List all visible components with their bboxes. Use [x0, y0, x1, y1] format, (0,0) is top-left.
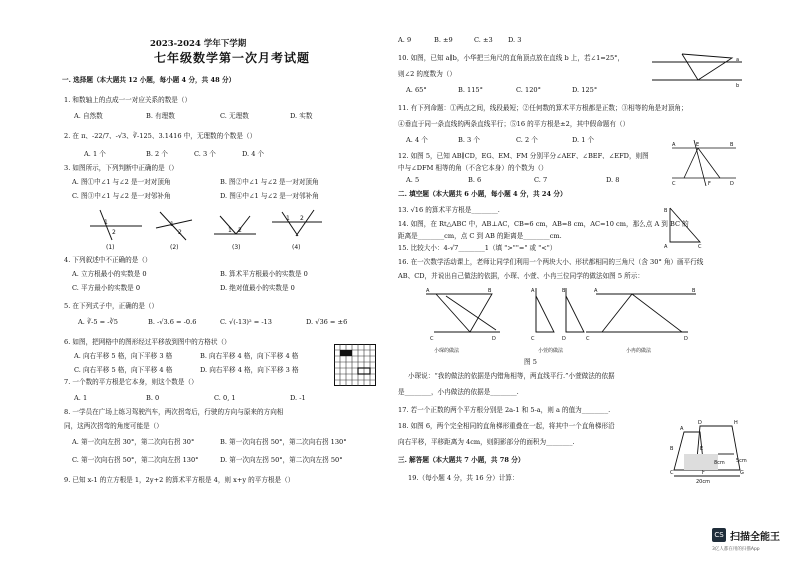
- svg-text:C: C: [430, 336, 434, 342]
- question-7: 7. 一个数的平方根是它本身，则这个数是（）: [64, 378, 198, 386]
- option-5b: B. -√3.6 = -0.6: [148, 318, 197, 326]
- option-4b: B. 算术平方根最小的实数是 0: [220, 270, 308, 278]
- question-3: 3. 如图所示，下列判断中正确的是（）: [64, 164, 178, 172]
- angle-figures: [86, 204, 326, 250]
- option-11b: B. 3 个: [458, 136, 480, 144]
- svg-text:E: E: [700, 446, 704, 452]
- question-10: 10. 如图，已知 a∥b，小华把三角尺的直角顶点放在直线 b 上，若∠1=25°，: [398, 54, 625, 62]
- section-heading-2: 二. 填空题（本大题共 6 小题，每小题 4 分，共 24 分）: [398, 190, 567, 198]
- question-16: 16. 在一次数学活动课上，老师让同学们利用一个两块大小、形状都相同的三角尺（含 30° 角）画平行线: [398, 258, 704, 266]
- svg-text:A: A: [672, 142, 676, 148]
- option-8a: A. 第一次向左拐 30°，第二次向右拐 30°: [72, 438, 195, 446]
- svg-text:C: C: [698, 244, 702, 250]
- section-heading: 一. 选择题（本大题共 12 小题，每小题 4 分，共 48 分）: [62, 76, 236, 84]
- section-heading-3: 三. 解答题（本大题共 7 小题，共 78 分）: [398, 456, 525, 464]
- svg-text:1: 1: [228, 227, 232, 234]
- left-column: [62, 0, 384, 561]
- option-5a: A. ∛-5 = -∛5: [78, 318, 118, 326]
- option-2a: A. 1 个: [84, 150, 106, 158]
- option-7d: D. -1: [290, 394, 306, 402]
- svg-text:20cm: 20cm: [696, 479, 710, 484]
- svg-text:8cm: 8cm: [714, 460, 725, 466]
- question-9: 9. 已知 x-1 的立方根是 1，2y+2 的算术平方根是 4，则 x+y 的平方根是（）: [64, 476, 295, 484]
- camscanner-tagline: 3亿人都在用的扫描App: [712, 547, 760, 552]
- question-12: 12. 如图 5，已知 AB∥CD，EG、EM、FM 分别平分∠AEF、∠BEF、∠EFD，则图: [398, 152, 649, 160]
- question-2: 2. 在 π、-22/7、-√3、∛-125、3.1416 中，无理数的个数是（）: [64, 132, 257, 140]
- option-10b: B. 115°: [458, 86, 483, 94]
- svg-text:F: F: [702, 470, 705, 476]
- svg-text:2: 2: [112, 229, 116, 236]
- parallel-lines-figure: [652, 52, 744, 92]
- svg-text:D: D: [562, 336, 566, 342]
- svg-text:C: C: [670, 470, 674, 476]
- option-1c: C. 无理数: [220, 112, 249, 120]
- option-9a: A. 9: [398, 36, 412, 44]
- svg-text:D: D: [698, 420, 702, 426]
- option-1a: A. 自然数: [74, 112, 103, 120]
- question-17: 17. 若一个正数的两个平方根分别是 2a-1 和 5-a，则 a 的值为________.: [398, 406, 611, 414]
- svg-text:C: C: [531, 336, 535, 342]
- option-1d: D. 实数: [290, 112, 313, 120]
- option-6a: A. 向右平移 5 格，向下平移 3 格: [74, 352, 173, 360]
- option-12a: A. 5: [406, 176, 420, 184]
- question-12-cont: 中与∠DFM 相等的角（不含它本身）的个数为（）: [398, 164, 548, 172]
- question-16-statement: 小琛说：“我的做法的依据是内错角相等，两直线平行.”小萱做法的依据: [408, 372, 615, 380]
- option-6c: C. 向右平移 5 格，向下平移 4 格: [74, 366, 173, 374]
- svg-text:A: A: [426, 288, 430, 294]
- question-14-cont: 距离是________cm，点 C 到 AB 的距离是________cm.: [398, 232, 562, 240]
- svg-text:2: 2: [238, 227, 242, 234]
- option-3c: C. 图③中∠1 与∠2 是一对邻补角: [72, 192, 171, 200]
- question-11: 11. 有下列命题：①两点之间，线段最短；②任何数的算术平方根都是正数；③相等的角是对顶角；: [398, 104, 688, 112]
- question-18: 18. 如图 6，两个完全相同的直角梯形重叠在一起，将其中一个直角梯形沿: [398, 422, 615, 430]
- svg-text:B: B: [664, 208, 668, 214]
- svg-text:1: 1: [286, 215, 290, 222]
- option-12d: D. 8: [606, 176, 620, 184]
- svg-text:E: E: [696, 142, 700, 148]
- option-7a: A. 1: [74, 394, 88, 402]
- svg-text:B: B: [562, 288, 566, 294]
- svg-text:H: H: [734, 420, 738, 426]
- option-12b: B. 6: [468, 176, 482, 184]
- question-13: 13. √16 的算术平方根是________.: [398, 206, 500, 214]
- question-5: 5. 在下列式子中，正确的是（）: [64, 302, 159, 310]
- svg-text:A: A: [594, 288, 598, 294]
- caption-xiaochen: 小琛的做法: [434, 348, 460, 354]
- svg-text:B: B: [730, 142, 734, 148]
- option-5d: D. √36 = ±6: [306, 318, 348, 326]
- option-3a: A. 图①中∠1 与∠2 是一对对顶角: [72, 178, 171, 186]
- figure-12: [672, 140, 738, 186]
- option-7b: B. 0: [146, 394, 160, 402]
- translation-grid: [334, 344, 376, 386]
- question-8-cont: 同，这两次拐弯的角度可能是（）: [64, 422, 163, 430]
- option-5c: C. √(-13)² = -13: [220, 318, 272, 326]
- question-10-cont: 则∠2 的度数为（）: [398, 70, 456, 78]
- option-10c: C. 120°: [516, 86, 541, 94]
- option-11d: D. 1 个: [572, 136, 595, 144]
- option-10d: D. 125°: [572, 86, 598, 94]
- option-8c: C. 第一次向右拐 50°，第二次向左拐 130°: [72, 456, 199, 464]
- question-4: 4. 下列叙述中不正确的是（）: [64, 256, 152, 264]
- option-4d: D. 绝对值最小的实数是 0: [220, 284, 295, 292]
- svg-text:F: F: [708, 181, 711, 186]
- svg-text:2: 2: [300, 215, 304, 222]
- option-2c: C. 3 个: [194, 150, 216, 158]
- camscanner-watermark: [712, 524, 790, 556]
- question-8: 8. 一学员在广场上练习驾驶汽车，两次拐弯后，行驶的方向与原来的方向相: [64, 408, 284, 416]
- option-2b: B. 2 个: [146, 150, 168, 158]
- figure-6: [670, 418, 750, 484]
- figure-label-3: (3): [232, 244, 241, 250]
- option-9c: C. ±3: [474, 36, 493, 44]
- option-9d: D. 3: [508, 36, 522, 44]
- svg-text:1: 1: [170, 221, 174, 228]
- svg-text:B: B: [692, 288, 696, 294]
- figure-label-4: (4): [292, 244, 301, 250]
- option-12c: C. 7: [534, 176, 548, 184]
- option-6b: B. 向右平移 4 格，向下平移 4 格: [200, 352, 299, 360]
- figure-label-2: (2): [170, 244, 179, 250]
- camscanner-name: 扫描全能王: [730, 532, 780, 543]
- question-18-cont: 向右平移，平移距离为 4cm，则阴影部分的面积为________.: [398, 438, 575, 446]
- svg-text:C: C: [672, 181, 676, 186]
- svg-text:B: B: [670, 446, 674, 452]
- page-title: 七年级数学第一次月考试题: [154, 51, 311, 65]
- svg-text:A: A: [531, 288, 535, 294]
- question-16-cont: AB、CD，并说出自己做法的依据，小琛、小萱、小冉三位同学的做法如图 5 所示：: [398, 272, 644, 280]
- option-4a: A. 立方根最小的实数是 0: [72, 270, 147, 278]
- svg-text:A: A: [680, 426, 684, 432]
- question-14: 14. 如图，在 Rt△ABC 中，AB⊥AC，CB=6 cm，AB=8 cm，AC=10 cm，那么点 A 到 BC 的: [398, 220, 689, 228]
- option-4c: C. 平方最小的实数是 0: [72, 284, 141, 292]
- question-15: 15. 比较大小：4-√7________1（填 ">""=" 或 "<"）: [398, 244, 557, 252]
- caption-xiaoran: 小冉的做法: [626, 348, 652, 354]
- svg-text:D: D: [684, 336, 688, 342]
- option-3d: D. 图④中∠1 与∠2 是一对邻补角: [220, 192, 319, 200]
- school-year: 2023-2024 学年下学期: [150, 39, 247, 49]
- figure-5: [426, 286, 726, 358]
- option-9b: B. ±9: [434, 36, 453, 44]
- question-16-blanks: 是________，小冉做法的依据是________.: [398, 388, 519, 396]
- svg-text:C: C: [586, 336, 590, 342]
- option-3b: B. 图②中∠1 与∠2 是一对对顶角: [220, 178, 319, 186]
- svg-text:B: B: [488, 288, 492, 294]
- question-19: 19.（每小题 4 分，共 16 分）计算：: [408, 474, 519, 482]
- option-8d: D. 第一次向左拐 50°，第二次向左拐 50°: [220, 456, 343, 464]
- svg-text:1: 1: [104, 219, 108, 226]
- option-11c: C. 2 个: [516, 136, 538, 144]
- caption-xiaoxuan: 小萱的做法: [538, 348, 564, 354]
- right-triangle-figure: [664, 206, 704, 250]
- option-6d: D. 向右平移 4 格，向下平移 3 格: [200, 366, 299, 374]
- option-1b: B. 有理数: [146, 112, 175, 120]
- svg-text:G: G: [740, 470, 744, 476]
- svg-text:5cm: 5cm: [736, 458, 747, 464]
- svg-text:b: b: [736, 83, 740, 89]
- svg-text:2: 2: [178, 229, 182, 236]
- svg-text:A: A: [664, 244, 668, 250]
- option-2d: D. 4 个: [242, 150, 265, 158]
- right-column: [396, 0, 756, 561]
- figure-label-1: (1): [106, 244, 115, 250]
- svg-text:a: a: [736, 57, 740, 63]
- question-11-cont: ④垂直于同一条直线的两条直线平行；⑤16 的平方根是±2，其中假命题有（）: [398, 120, 630, 128]
- figure-5-label: 图 5: [524, 358, 537, 366]
- question-1: 1. 和数轴上的点成一一对应关系的数是（）: [64, 96, 192, 104]
- option-7c: C. 0, 1: [214, 394, 236, 402]
- question-6: 6. 如图，把网格中的图形经过平移放到图中的方格状（）: [64, 338, 231, 346]
- option-8b: B. 第一次向右拐 50°，第二次向右拐 130°: [220, 438, 347, 446]
- option-11a: A. 4 个: [406, 136, 428, 144]
- camscanner-logo-icon: CS: [712, 528, 726, 542]
- svg-text:D: D: [492, 336, 496, 342]
- option-10a: A. 65°: [406, 86, 427, 94]
- svg-text:D: D: [730, 181, 734, 186]
